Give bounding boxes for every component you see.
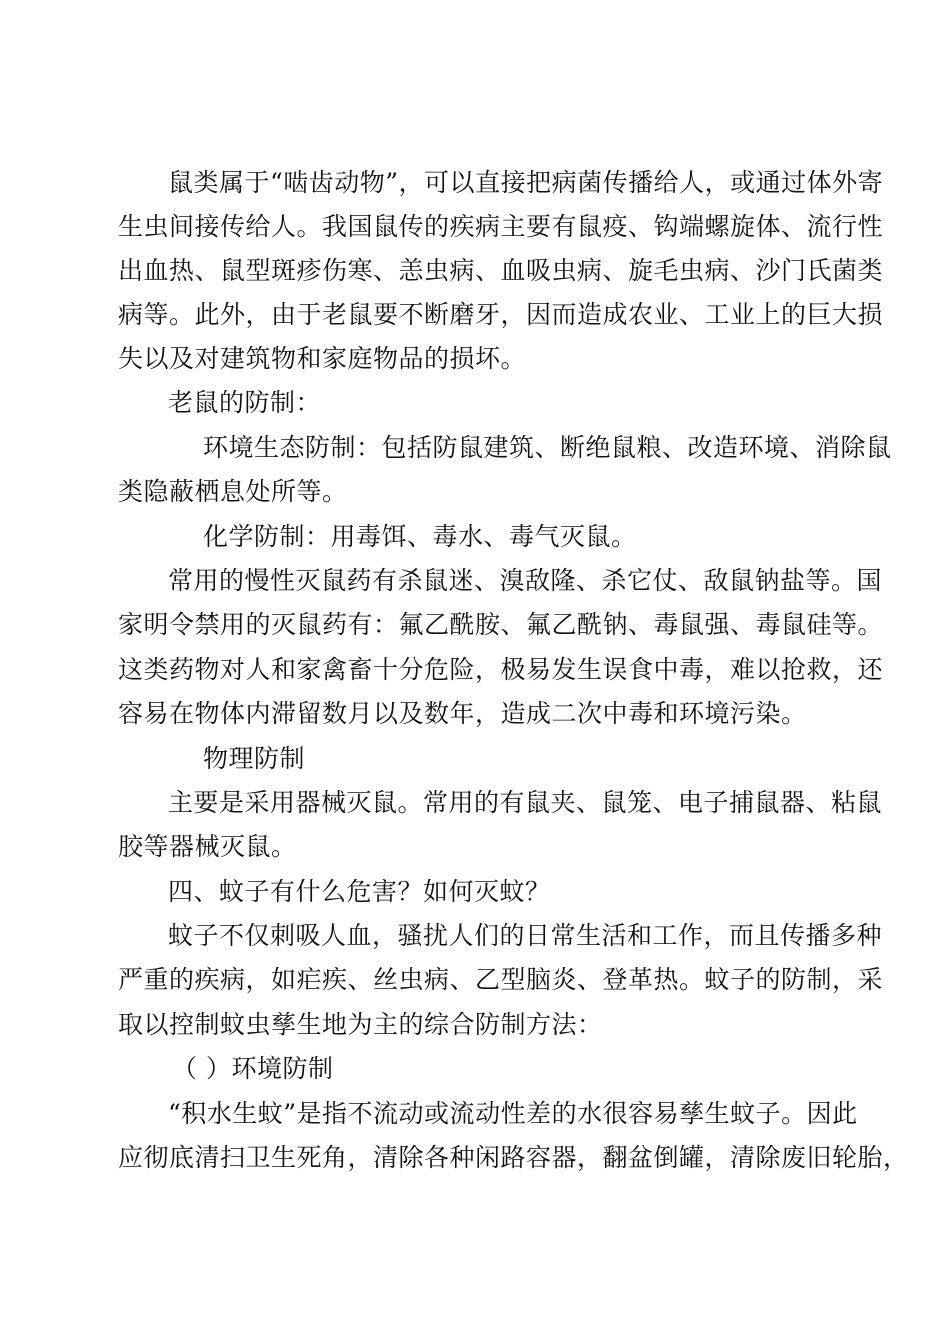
paragraph-rodent-hazard-line: 出血热、鼠型斑疹伤寒、恙虫病、血吸虫病、旋毛虫病、沙门氏菌类 xyxy=(118,256,884,285)
paragraph-rodent-hazard-line: 失以及对建筑物和家庭物品的损坏。 xyxy=(118,344,527,373)
paragraph-rodenticide-line: 这类药物对人和家禽畜十分危险，极易发生误食中毒，难以抢救，还 xyxy=(118,655,884,684)
paragraph-rodent-hazard-line: 病等。此外，由于老鼠要不断磨牙，因而造成农业、工业上的巨大损 xyxy=(118,300,884,329)
paragraph-mosquito-hazard-line: 严重的疾病，如疟疾、丝虫病、乙型脑炎、登革热。蚊子的防制，采 xyxy=(118,965,884,994)
paragraph-standing-water-line: “积水生蚊”是指不流动或流动性差的水很容易孳生蚊子。因此 xyxy=(168,1099,858,1128)
rodent-control-heading: 老鼠的防制： xyxy=(168,388,322,417)
paragraph-physical-control-line: 主要是采用器械灭鼠。常用的有鼠夹、鼠笼、电子捕鼠器、粘鼠 xyxy=(168,788,883,817)
chemical-control-line: 化学防制：用毒饵、毒水、毒气灭鼠。 xyxy=(203,522,637,551)
environmental-control-subheading: （ ）环境防制 xyxy=(172,1054,334,1083)
paragraph-rodenticide-line: 常用的慢性灭鼠药有杀鼠迷、溴敌隆、杀它仗、敌鼠钠盐等。国 xyxy=(168,566,883,595)
paragraph-physical-control-line: 胶等器械灭鼠。 xyxy=(118,832,297,861)
paragraph-rodenticide-line: 家明令禁用的灭鼠药有：氟乙酰胺、氟乙酰钠、毒鼠强、毒鼠硅等。 xyxy=(118,610,884,639)
section-four-heading: 四、蚊子有什么危害？如何灭蚊？ xyxy=(168,877,551,906)
paragraph-environmental-control-line: 类隐蔽栖息处所等。 xyxy=(118,477,348,506)
paragraph-rodenticide-line: 容易在物体内滞留数月以及数年，造成二次中毒和环境污染。 xyxy=(118,699,807,728)
paragraph-rodent-hazard-line: 鼠类属于“啮齿动物”，可以直接把病菌传播给人，或通过体外寄 xyxy=(168,168,884,197)
physical-control-heading: 物理防制 xyxy=(203,744,306,773)
paragraph-environmental-control-line: 环境生态防制：包括防鼠建筑、断绝鼠粮、改造环境、消除鼠 xyxy=(203,433,892,462)
paragraph-standing-water-line: 应彻底清扫卫生死角，清除各种闲路容器，翻盆倒罐，清除废旧轮胎， xyxy=(118,1143,909,1172)
paragraph-mosquito-hazard-line: 取以控制蚊虫孳生地为主的综合防制方法： xyxy=(118,1010,603,1039)
paragraph-rodent-hazard-line: 生虫间接传给人。我国鼠传的疾病主要有鼠疫、钩端螺旋体、流行性 xyxy=(118,212,884,241)
paragraph-mosquito-hazard-line: 蚊子不仅刺吸人血，骚扰人们的日常生活和工作，而且传播多种 xyxy=(168,921,883,950)
